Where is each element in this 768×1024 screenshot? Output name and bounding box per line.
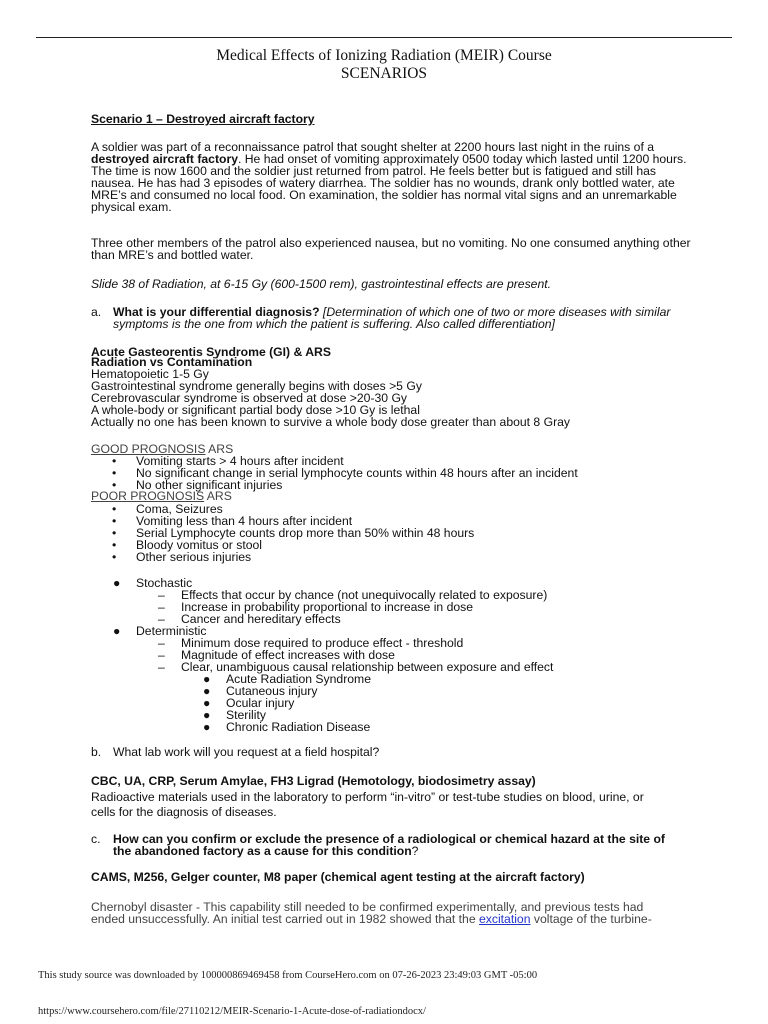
question-c-end: ?	[411, 844, 419, 858]
question-a	[91, 306, 691, 332]
bullet-icon: •	[112, 526, 117, 540]
scenario-paragraph-2: Three other members of the patrol also experienced nausea, but no vomiting. No one consumed anything other than MRE’s and bottled water.	[91, 236, 691, 262]
bullet-icon: •	[112, 550, 117, 564]
bullet-icon: ●	[203, 672, 211, 686]
answer-a-line: Hematopoietic 1-5 Gy	[91, 367, 209, 381]
poor-prognosis-label: POOR PROGNOSIS	[91, 489, 205, 503]
bullet-icon: ●	[203, 708, 211, 722]
dash-icon: –	[158, 588, 165, 602]
excitation-link[interactable]: excitation	[478, 912, 531, 926]
document-title: Medical Effects of Ionizing Radiation (MEIR) Course	[216, 47, 552, 64]
bullet-icon: •	[112, 454, 117, 468]
dash-icon: –	[158, 648, 165, 662]
good-prognosis-label: GOOD PROGNOSIS	[91, 442, 206, 456]
dash-icon: –	[158, 600, 165, 614]
dash-icon: –	[158, 612, 165, 626]
scenario-paragraph-1	[91, 141, 691, 213]
question-c	[91, 833, 691, 859]
dash-icon: –	[158, 660, 165, 674]
answer-a-line: Gastrointestinal syndrome generally begins with doses >5 Gy	[91, 379, 422, 393]
poor-prognosis-heading	[91, 490, 232, 502]
dash-icon: –	[158, 636, 165, 650]
bullet-icon: ●	[113, 624, 121, 638]
source-url[interactable]: https://www.coursehero.com/file/27110212/MEIR-Scenario-1-Acute-dose-of-radiationdocx/	[38, 1006, 426, 1017]
bullet-icon: ●	[203, 696, 211, 710]
question-a-italic: [Determination of which one of two or more diseases with similar symptoms is the one from which the patient is suffering. Also called differentiation]	[113, 305, 671, 331]
answer-a-heading-2: Radiation vs Contamination	[91, 355, 253, 369]
para1-text-a: A soldier was part of a reconnaissance patrol that sought shelter at 2200 hours last night in the ruins of a	[91, 140, 654, 154]
question-c-text	[113, 833, 673, 857]
para1-text-b: . He had onset of vomiting approximately 0500 today which lasted until 1200 hours. The time is now 1600 and the soldier just returned from patrol. He feels better but is fatigued and still has nausea. He has had 3 episodes of watery diarrhea. The soldier has no wounds, drank only bottled water, ate MRE’s and consumed no local food. On examination, the soldier has normal vital signs and an unremarkable physical exam.	[91, 152, 687, 214]
question-a-text	[113, 306, 673, 330]
question-a-label: a.	[91, 305, 102, 319]
answer-c-text	[91, 901, 671, 925]
para1-bold: destroyed aircraft factory	[91, 152, 238, 166]
question-b	[91, 746, 691, 760]
bullet-icon: •	[112, 466, 117, 480]
bullet-icon: ●	[113, 576, 121, 590]
question-a-bold: What is your differential diagnosis?	[113, 305, 320, 319]
answer-c-text-b: voltage of the turbine-	[530, 912, 652, 926]
answer-a-heading-1: Acute Gasteorentis Syndrome (GI) & ARS	[91, 345, 331, 359]
question-b-label: b.	[91, 745, 102, 759]
answer-a-line: Cerebrovascular syndrome is observed at dose >20-30 Gy	[91, 391, 408, 405]
slide-note: Slide 38 of Radiation, at 6-15 Gy (600-1500 rem), gastrointestinal effects are present.	[91, 277, 551, 291]
top-rule	[36, 37, 732, 38]
bullet-icon: •	[112, 502, 117, 516]
document-subtitle: SCENARIOS	[340, 65, 428, 82]
answer-c-text-a: Chernobyl disaster - This capability still needed to be confirmed experimentally, and previous tests had ended unsuccessfully. An initial test carried out in 1982 showed that the	[91, 900, 644, 926]
question-b-text: What lab work will you request at a field hospital?	[113, 745, 380, 759]
question-c-label: c.	[91, 832, 101, 846]
bullet-icon: •	[112, 514, 117, 528]
answer-a-line: A whole-body or significant partial body dose >10 Gy is lethal	[91, 403, 420, 417]
answer-b-text: Radioactive materials used in the laboratory to perform “in-vitro” or test-tube studies on blood, urine, or cells for the diagnosis of diseases.	[91, 790, 644, 819]
answer-b-heading: CBC, UA, CRP, Serum Amylae, FH3 Ligrad (Hemotology, biodosimetry assay)	[91, 774, 536, 788]
good-prognosis-suffix: ARS	[205, 442, 234, 456]
scenario-heading: Scenario 1 – Destroyed aircraft factory	[91, 112, 315, 126]
bullet-icon: ●	[203, 684, 211, 698]
question-c-bold: How can you confirm or exclude the presence of a radiological or chemical hazard at the site of the abandoned factory as a cause for this condition	[113, 832, 665, 858]
bullet-icon: •	[112, 478, 117, 492]
bullet-icon: •	[112, 538, 117, 552]
poor-prognosis-suffix: ARS	[204, 489, 232, 503]
answer-c-heading: CAMS, M256, Gelger counter, M8 paper (chemical agent testing at the aircraft factory)	[91, 870, 585, 884]
download-footer: This study source was downloaded by 100000869469458 from CourseHero.com on 07-26-2023 23:49:03 GMT -05:00	[38, 970, 538, 981]
bullet-icon: ●	[203, 720, 211, 734]
answer-a-line: Actually no one has been known to survive a whole body dose greater than about 8 Gray	[91, 415, 571, 429]
